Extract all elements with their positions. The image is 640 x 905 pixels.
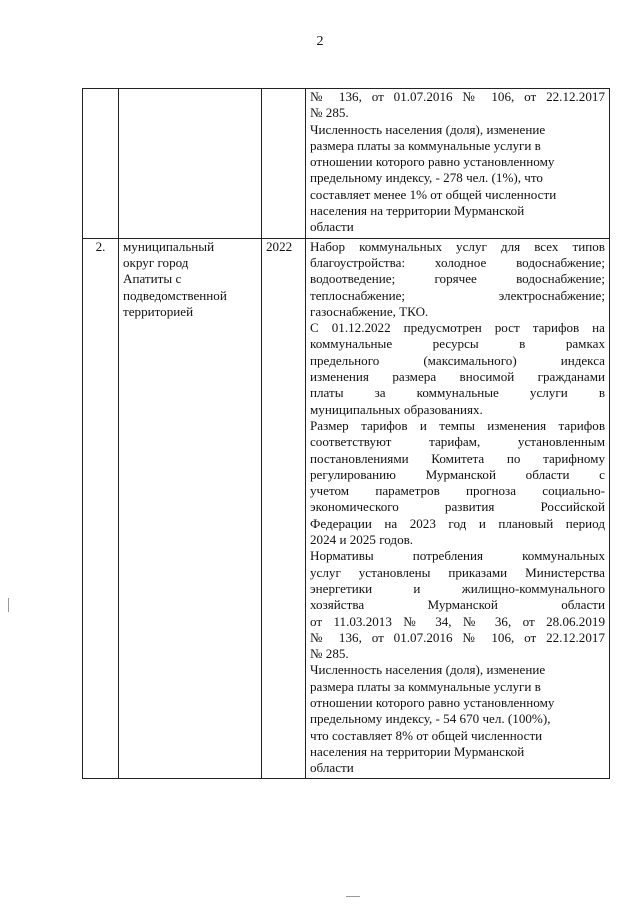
text-line: населения на территории Мурманской [310,203,525,219]
municipality-table [82,88,610,779]
text-line: № 285. [310,646,349,662]
text-line: размера платы за коммунальные услуги в [310,678,541,694]
text-line: учетом параметров прогноза социально- [310,483,605,499]
text-line: теплоснабжение; электроснабжение; [310,287,605,303]
text-line: экономического развития Российской [310,499,605,515]
table-row [83,238,610,779]
municipality-line: подведомственной [123,287,227,303]
text-line: муниципальных образованиях. [310,401,483,417]
municipality-line: округ город [123,254,189,270]
text-line: № 136, от 01.07.2016 № 106, от 22.12.2017 [310,629,605,645]
description-cell [306,238,610,779]
text-line: составляет менее 1% от общей численности [310,186,557,202]
description-text [310,239,605,777]
text-line: Набор коммунальных услуг для всех типов [310,238,605,254]
municipality-cell [119,238,262,779]
municipality-line: Апатиты с [123,271,182,287]
row-number-cell: 2. [83,238,119,779]
municipality-line: муниципальный [123,238,215,254]
text-line: Численность населения (доля), изменение [310,121,546,137]
text-line: населения на территории Мурманской [310,743,525,759]
row-number-cell [83,89,119,239]
year-cell [262,89,306,239]
text-line: размера платы за коммунальные услуги в [310,137,541,153]
text-line: № 285. [310,105,349,121]
text-line: предельного (максимального) индекса [310,352,605,368]
municipality-cell [119,89,262,239]
scan-margin-mark [8,598,9,612]
text-line: предельному индексу, - 278 чел. (1%), что [310,170,543,186]
text-line: области [310,219,354,235]
municipality-line: территорией [123,303,194,319]
text-line: от 11.03.2013 № 34, № 36, от 28.06.2019 [310,613,605,629]
description-cell [306,89,610,239]
description-text [310,89,605,236]
text-line: коммунальные ресурсы в рамках [310,336,605,352]
text-line: 2024 и 2025 годов. [310,532,414,548]
text-line: платы за коммунальные услуги в [310,385,605,401]
text-line: Численность населения (доля), изменение [310,662,546,678]
text-line: отношении которого равно установленному [310,154,555,170]
text-line: хозяйства Мурманской области [310,597,605,613]
text-line: отношении которого равно установленному [310,694,555,710]
text-line: области [310,760,354,776]
text-line: Размер тарифов и темпы изменения тарифов [310,417,605,433]
text-line: соответствуют тарифам, установленным [310,434,605,450]
year-cell: 2022 [262,238,306,779]
page-number: 2 [316,34,324,49]
text-line: что составляет 8% от общей численности [310,727,543,743]
text-line: С 01.12.2022 предусмотрен рост тарифов на [310,320,605,336]
text-line: газоснабжение, ТКО. [310,303,429,319]
scan-bottom-mark [346,896,360,897]
text-line: постановлениями Комитета по тарифному [310,450,605,466]
municipality-name [123,239,257,320]
text-line: Нормативы потребления коммунальных [310,548,605,564]
text-line: Федерации на 2023 год и плановый период [310,515,605,531]
table-row [83,89,610,239]
text-line: предельному индексу, - 54 670 чел. (100%), [310,711,551,727]
text-line: № 136, от 01.07.2016 № 106, от 22.12.2017 [310,89,605,104]
text-line: благоустройства: холодное водоснабжение; [310,254,605,270]
text-line: изменения размера вносимой гражданами [310,369,605,385]
text-line: услуг установлены приказами Министерства [310,564,605,580]
text-line: водоотведение; горячее водоснабжение; [310,271,605,287]
text-line: энергетики и жилищно-коммунального [310,580,605,596]
text-line: регулированию Мурманской области с [310,466,605,482]
